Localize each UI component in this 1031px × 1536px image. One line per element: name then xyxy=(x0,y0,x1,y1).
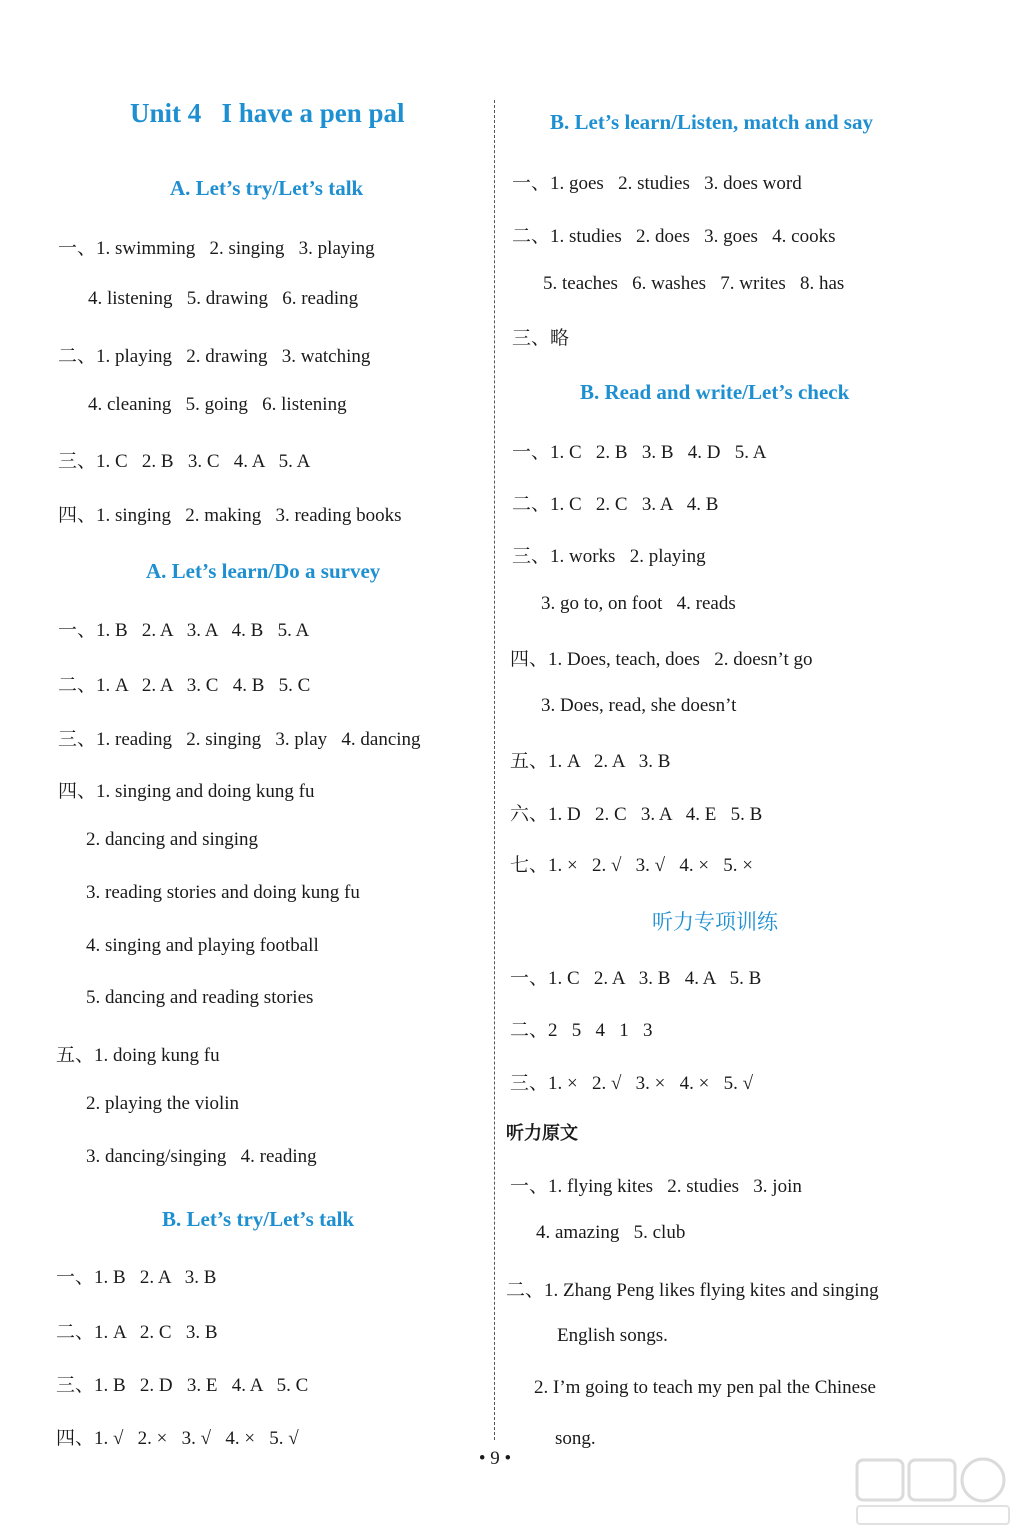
unit-title: Unit 4 I have a pen pal xyxy=(130,98,405,128)
answer-line: 2. dancing and singing xyxy=(86,829,259,850)
answer-line: 七、1. × 2. √ 3. √ 4. × 5. × xyxy=(510,855,754,876)
watermark-logo xyxy=(853,1456,1013,1528)
page-number: • 9 • xyxy=(478,1448,512,1469)
answer-line: 二、1. playing 2. drawing 3. watching xyxy=(58,346,371,367)
answer-line: 六、1. D 2. C 3. A 4. E 5. B xyxy=(510,804,763,825)
answer-line: 2. I’m going to teach my pen pal the Chinese xyxy=(534,1377,876,1398)
answer-line: 一、1. swimming 2. singing 3. playing xyxy=(58,238,375,259)
section-heading: 听力专项训练 xyxy=(652,910,778,934)
answer-line: 四、1. singing and doing kung fu xyxy=(58,781,315,802)
answer-line: 一、1. flying kites 2. studies 3. join xyxy=(510,1176,802,1197)
answer-line: 4. singing and playing football xyxy=(86,935,319,956)
answer-line: 3. dancing/singing 4. reading xyxy=(86,1146,317,1167)
answer-line: 一、1. B 2. A 3. B xyxy=(56,1267,217,1288)
answer-line: 四、1. singing 2. making 3. reading books xyxy=(58,505,402,526)
answer-line: 二、1. A 2. A 3. C 4. B 5. C xyxy=(58,675,311,696)
answer-line: 五、1. A 2. A 3. B xyxy=(510,751,671,772)
answer-line: 三、略 xyxy=(512,328,570,349)
answer-line: 3. Does, read, she doesn’t xyxy=(541,695,737,716)
answer-line: 四、1. √ 2. × 3. √ 4. × 5. √ xyxy=(56,1428,299,1449)
answer-line: 4. listening 5. drawing 6. reading xyxy=(88,288,359,309)
answer-line: 一、1. goes 2. studies 3. does word xyxy=(512,173,802,194)
answer-line: 三、1. × 2. √ 3. × 4. × 5. √ xyxy=(510,1073,754,1094)
answer-line: 二、1. A 2. C 3. B xyxy=(56,1322,218,1343)
answer-line: 二、2 5 4 1 3 xyxy=(510,1020,653,1041)
answer-line: 二、1. C 2. C 3. A 4. B xyxy=(512,494,719,515)
answer-line: 五、1. doing kung fu xyxy=(56,1045,220,1066)
answer-line: 5. dancing and reading stories xyxy=(86,987,314,1008)
answer-line: song. xyxy=(555,1428,596,1449)
answer-line: 三、1. B 2. D 3. E 4. A 5. C xyxy=(56,1375,309,1396)
answer-line: 5. teaches 6. washes 7. writes 8. has xyxy=(543,273,845,294)
section-heading: B. Let’s learn/Listen, match and say xyxy=(550,110,873,134)
answer-line: 二、1. Zhang Peng likes flying kites and singing xyxy=(506,1280,879,1301)
answer-line: 三、1. works 2. playing xyxy=(512,546,706,567)
answer-line: 2. playing the violin xyxy=(86,1093,240,1114)
answer-line: 3. reading stories and doing kung fu xyxy=(86,882,360,903)
section-heading: A. Let’s try/Let’s talk xyxy=(170,176,364,200)
answer-line: 一、1. C 2. A 3. B 4. A 5. B xyxy=(510,968,762,989)
answer-line: 4. amazing 5. club xyxy=(536,1222,686,1243)
answer-line: English songs. xyxy=(557,1325,668,1346)
answer-line: 4. cleaning 5. going 6. listening xyxy=(88,394,347,415)
answer-line: 3. go to, on foot 4. reads xyxy=(541,593,736,614)
answer-line: 三、1. C 2. B 3. C 4. A 5. A xyxy=(58,451,311,472)
answer-line: 二、1. studies 2. does 3. goes 4. cooks xyxy=(512,226,836,247)
listening-script-heading: 听力原文 xyxy=(506,1123,578,1144)
answer-line: 三、1. reading 2. singing 3. play 4. dancing xyxy=(58,729,421,750)
answer-line: 一、1. B 2. A 3. A 4. B 5. A xyxy=(58,620,310,641)
section-heading: B. Read and write/Let’s check xyxy=(580,380,850,404)
section-heading: A. Let’s learn/Do a survey xyxy=(146,559,381,583)
section-heading: B. Let’s try/Let’s talk xyxy=(162,1207,355,1231)
answer-line: 一、1. C 2. B 3. B 4. D 5. A xyxy=(512,442,767,463)
answer-line: 四、1. Does, teach, does 2. doesn’t go xyxy=(510,649,813,670)
column-divider xyxy=(494,100,495,1440)
